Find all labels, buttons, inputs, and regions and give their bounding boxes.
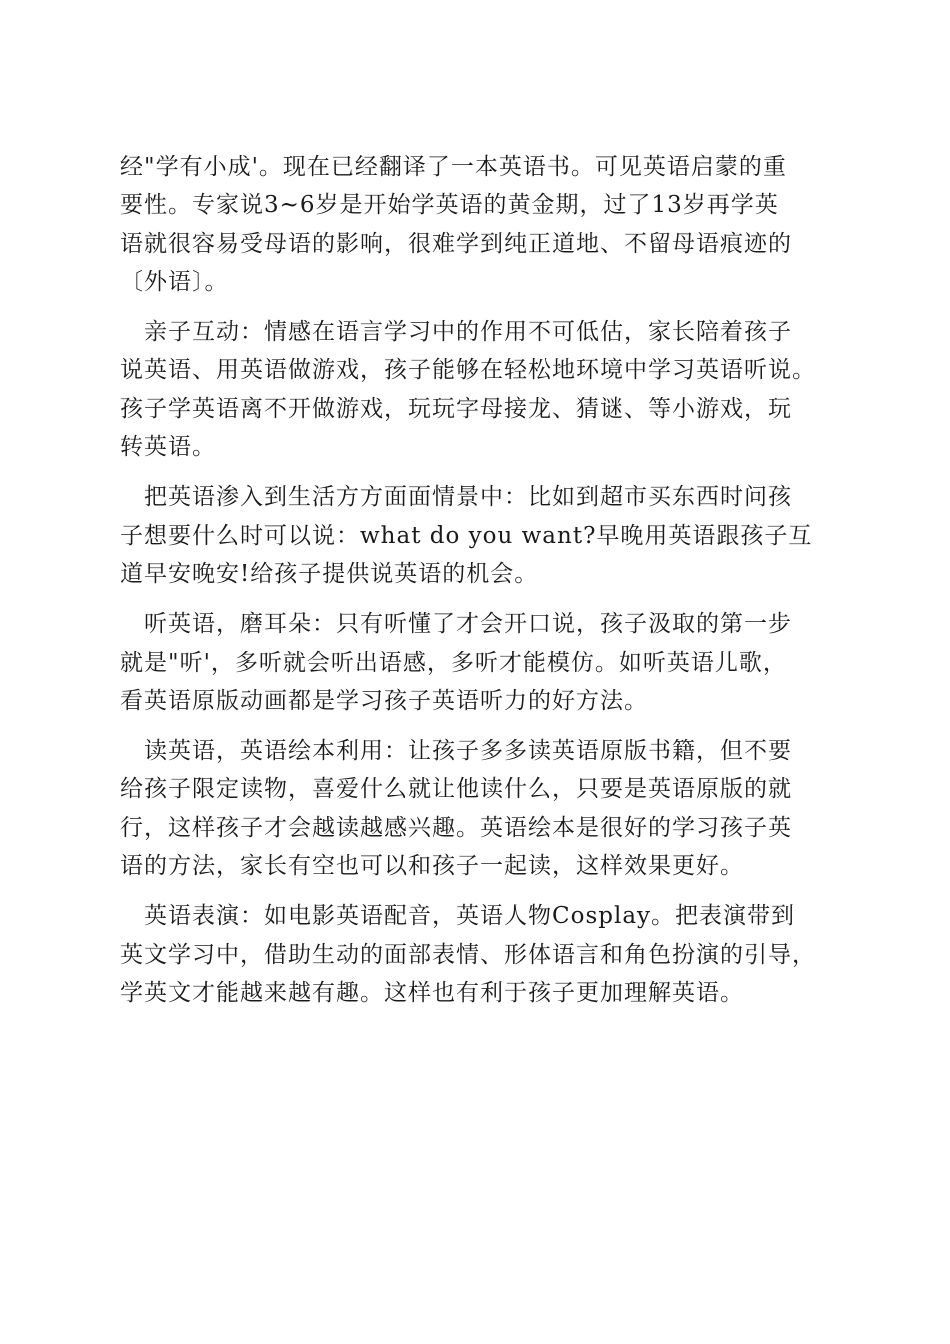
- paragraph-line: 经"学有小成'。现在已经翻译了一本英语书。可见英语启蒙的重: [120, 154, 787, 180]
- paragraph-1: [120, 148, 840, 301]
- paragraph-line: 把英语渗入到生活方方面面情景中：比如到超市买东西时问孩: [144, 484, 792, 511]
- paragraph-line: 语就很容易受母语的影响，很难学到纯正道地、不留母语痕迹的: [120, 230, 792, 257]
- paragraph-line: 说英语、用英语做游戏，孩子能够在轻松地环境中学习英语听说。: [120, 357, 816, 384]
- paragraph-line: 语的方法，家长有空也可以和孩子一起读，这样效果更好。: [120, 853, 744, 880]
- paragraph-line: 读英语，英语绘本利用：让孩子多多读英语原版书籍，但不要: [144, 738, 792, 765]
- paragraph-line: 转英语。: [120, 434, 216, 461]
- paragraph-line: 英语表演：如电影英语配音，英语人物Cosplay。把表演带到: [144, 903, 796, 930]
- paragraph-5: [120, 732, 840, 885]
- paragraph-6: [120, 897, 840, 1012]
- paragraph-line: 英文学习中，借助生动的面部表情、形体语言和角色扮演的引导，: [120, 941, 816, 968]
- paragraph-line: 亲子互动：情感在语言学习中的作用不可低估，家长陪着孩子: [144, 319, 792, 346]
- paragraph-line: 要性。专家说3~6岁是开始学英语的黄金期，过了13岁再学英: [120, 192, 779, 219]
- paragraph-line: 道早安晚安!给孩子提供说英语的机会。: [120, 560, 539, 587]
- paragraph-line: 学英文才能越来越有趣。这样也有利于孩子更加理解英语。: [120, 979, 744, 1006]
- paragraph-3: [120, 478, 840, 593]
- paragraph-line: 给孩子限定读物，喜爱什么就让他读什么，只要是英语原版的就: [120, 776, 792, 803]
- paragraph-line: 看英语原版动画都是学习孩子英语听力的好方法。: [120, 687, 648, 714]
- paragraph-line: 就是"听'，多听就会听出语感，多听才能模仿。如听英语儿歌，: [120, 649, 787, 676]
- document-body: [120, 148, 840, 1012]
- paragraph-line: 听英语，磨耳朵：只有听懂了才会开口说，孩子汲取的第一步: [144, 611, 792, 638]
- paragraph-line: 孩子学英语离不开做游戏，玩玩字母接龙、猜谜、等小游戏，玩: [120, 395, 792, 422]
- paragraph-4: [120, 605, 840, 720]
- paragraph-line: 〔外语〕。: [120, 268, 229, 295]
- paragraph-2: [120, 313, 840, 466]
- paragraph-line: 子想要什么时可以说：what do you want?早晚用英语跟孩子互: [120, 522, 813, 549]
- paragraph-line: 行，这样孩子才会越读越感兴趣。英语绘本是很好的学习孩子英: [120, 814, 792, 841]
